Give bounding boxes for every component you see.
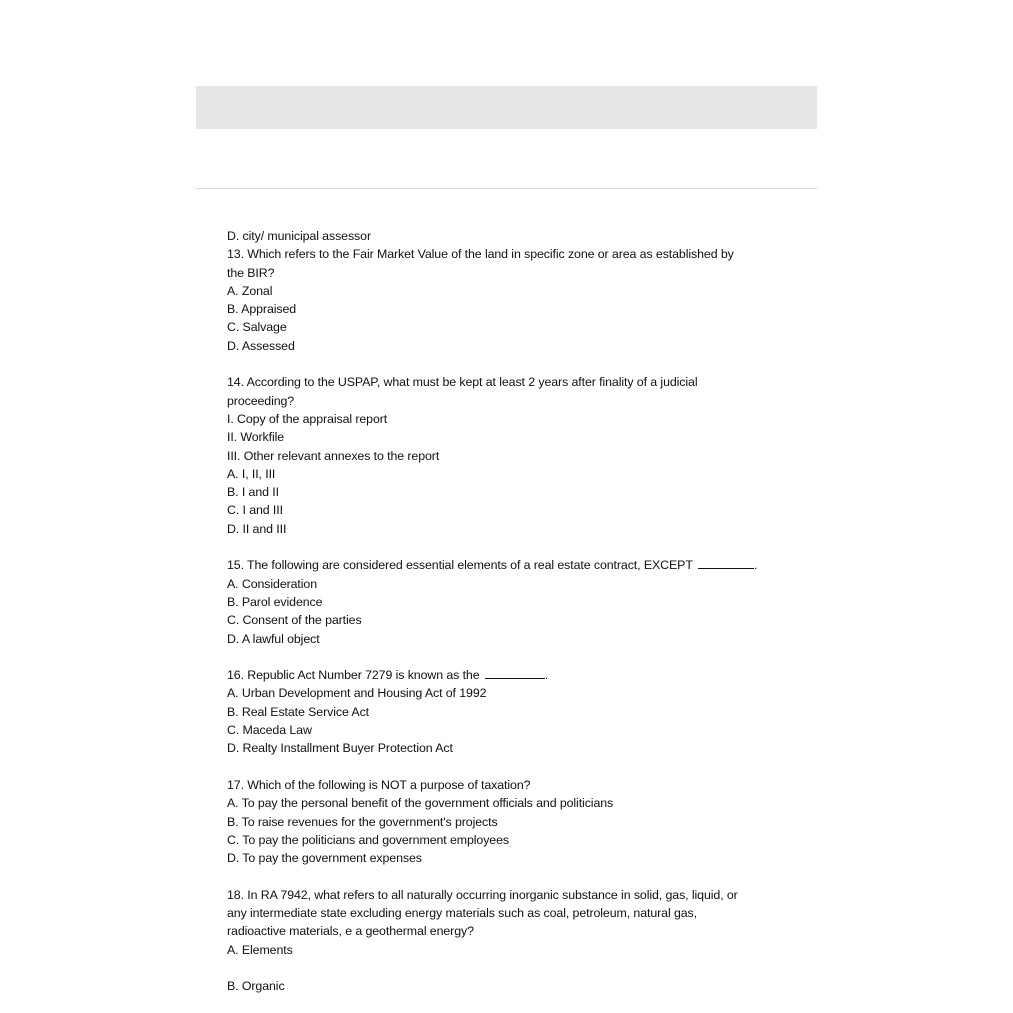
- option-b: B. Appraised: [227, 302, 297, 317]
- option-a: A. Elements: [227, 942, 293, 957]
- option-a: A. Consideration: [227, 576, 318, 591]
- question-stem: 18. In RA 7942, what refers to all naturally occurring inorganic substance in solid, gas, liquid, or: [227, 887, 738, 902]
- question-stem: 15. The following are considered essential elements of a real estate contract, EXCEPT: [227, 558, 693, 573]
- question-17: [227, 776, 787, 867]
- question-stem: 14. According to the USPAP, what must be kept at least 2 years after finality of a judicial: [227, 375, 698, 390]
- option-b: B. I and II: [227, 485, 279, 500]
- option-a: A. Urban Development and Housing Act of 1992: [227, 686, 487, 701]
- question-stem: 17. Which of the following is NOT a purpose of taxation?: [227, 777, 531, 792]
- spacer: [227, 959, 787, 977]
- option-d: D. Realty Installment Buyer Protection Act: [227, 741, 453, 756]
- option-c: C. Consent of the parties: [227, 613, 362, 628]
- option-d: D. A lawful object: [227, 631, 320, 646]
- option-c: C. Maceda Law: [227, 723, 312, 738]
- option-d: D. II and III: [227, 521, 287, 536]
- answer-blank: [485, 677, 545, 679]
- previous-option: D. city/ municipal assessor: [227, 229, 371, 243]
- option-c: C. To pay the politicians and government employees: [227, 832, 509, 847]
- question-stem-cont-2: radioactive materials, e a geothermal energy?: [227, 924, 474, 939]
- spacer: [227, 355, 787, 373]
- question-stem: 16. Republic Act Number 7279 is known as the: [227, 668, 480, 683]
- question-stem-line: [227, 556, 787, 574]
- question-stem-cont: any intermediate state excluding energy materials such as coal, petroleum, natural gas,: [227, 905, 697, 920]
- option-d: D. Assessed: [227, 338, 295, 353]
- roman-item-2: II. Workfile: [227, 430, 285, 445]
- answer-blank: [698, 567, 754, 569]
- roman-item-1: I. Copy of the appraisal report: [227, 411, 388, 426]
- stem-end: .: [753, 558, 758, 573]
- header-divider: [196, 188, 817, 189]
- question-stem-line: [227, 666, 787, 684]
- question-15: [227, 556, 787, 647]
- spacer: [227, 648, 787, 666]
- option-a: A. To pay the personal benefit of the government officials and politicians: [227, 796, 614, 811]
- header-band: [196, 86, 817, 129]
- option-d: D. To pay the government expenses: [227, 851, 422, 866]
- document-body: [227, 227, 787, 995]
- spacer: [227, 867, 787, 885]
- question-13: [227, 245, 787, 355]
- question-14: [227, 373, 787, 538]
- spacer: [227, 538, 787, 556]
- option-c: C. I and III: [227, 503, 283, 518]
- option-a: A. I, II, III: [227, 466, 276, 481]
- option-b: B. Parol evidence: [227, 594, 323, 609]
- roman-item-3: III. Other relevant annexes to the report: [227, 448, 440, 463]
- spacer: [227, 758, 787, 776]
- question-18: [227, 886, 787, 996]
- question-stem-cont: the BIR?: [227, 265, 275, 280]
- question-stem-cont: proceeding?: [227, 393, 295, 408]
- option-b: B. Organic: [227, 979, 285, 994]
- option-b: B. Real Estate Service Act: [227, 704, 370, 719]
- question-16: [227, 666, 787, 757]
- stem-end: .: [544, 668, 549, 683]
- option-a: A. Zonal: [227, 283, 273, 298]
- option-b: B. To raise revenues for the government's projects: [227, 814, 498, 829]
- option-c: C. Salvage: [227, 320, 287, 335]
- question-stem: 13. Which refers to the Fair Market Value of the land in specific zone or area as established by: [227, 247, 734, 262]
